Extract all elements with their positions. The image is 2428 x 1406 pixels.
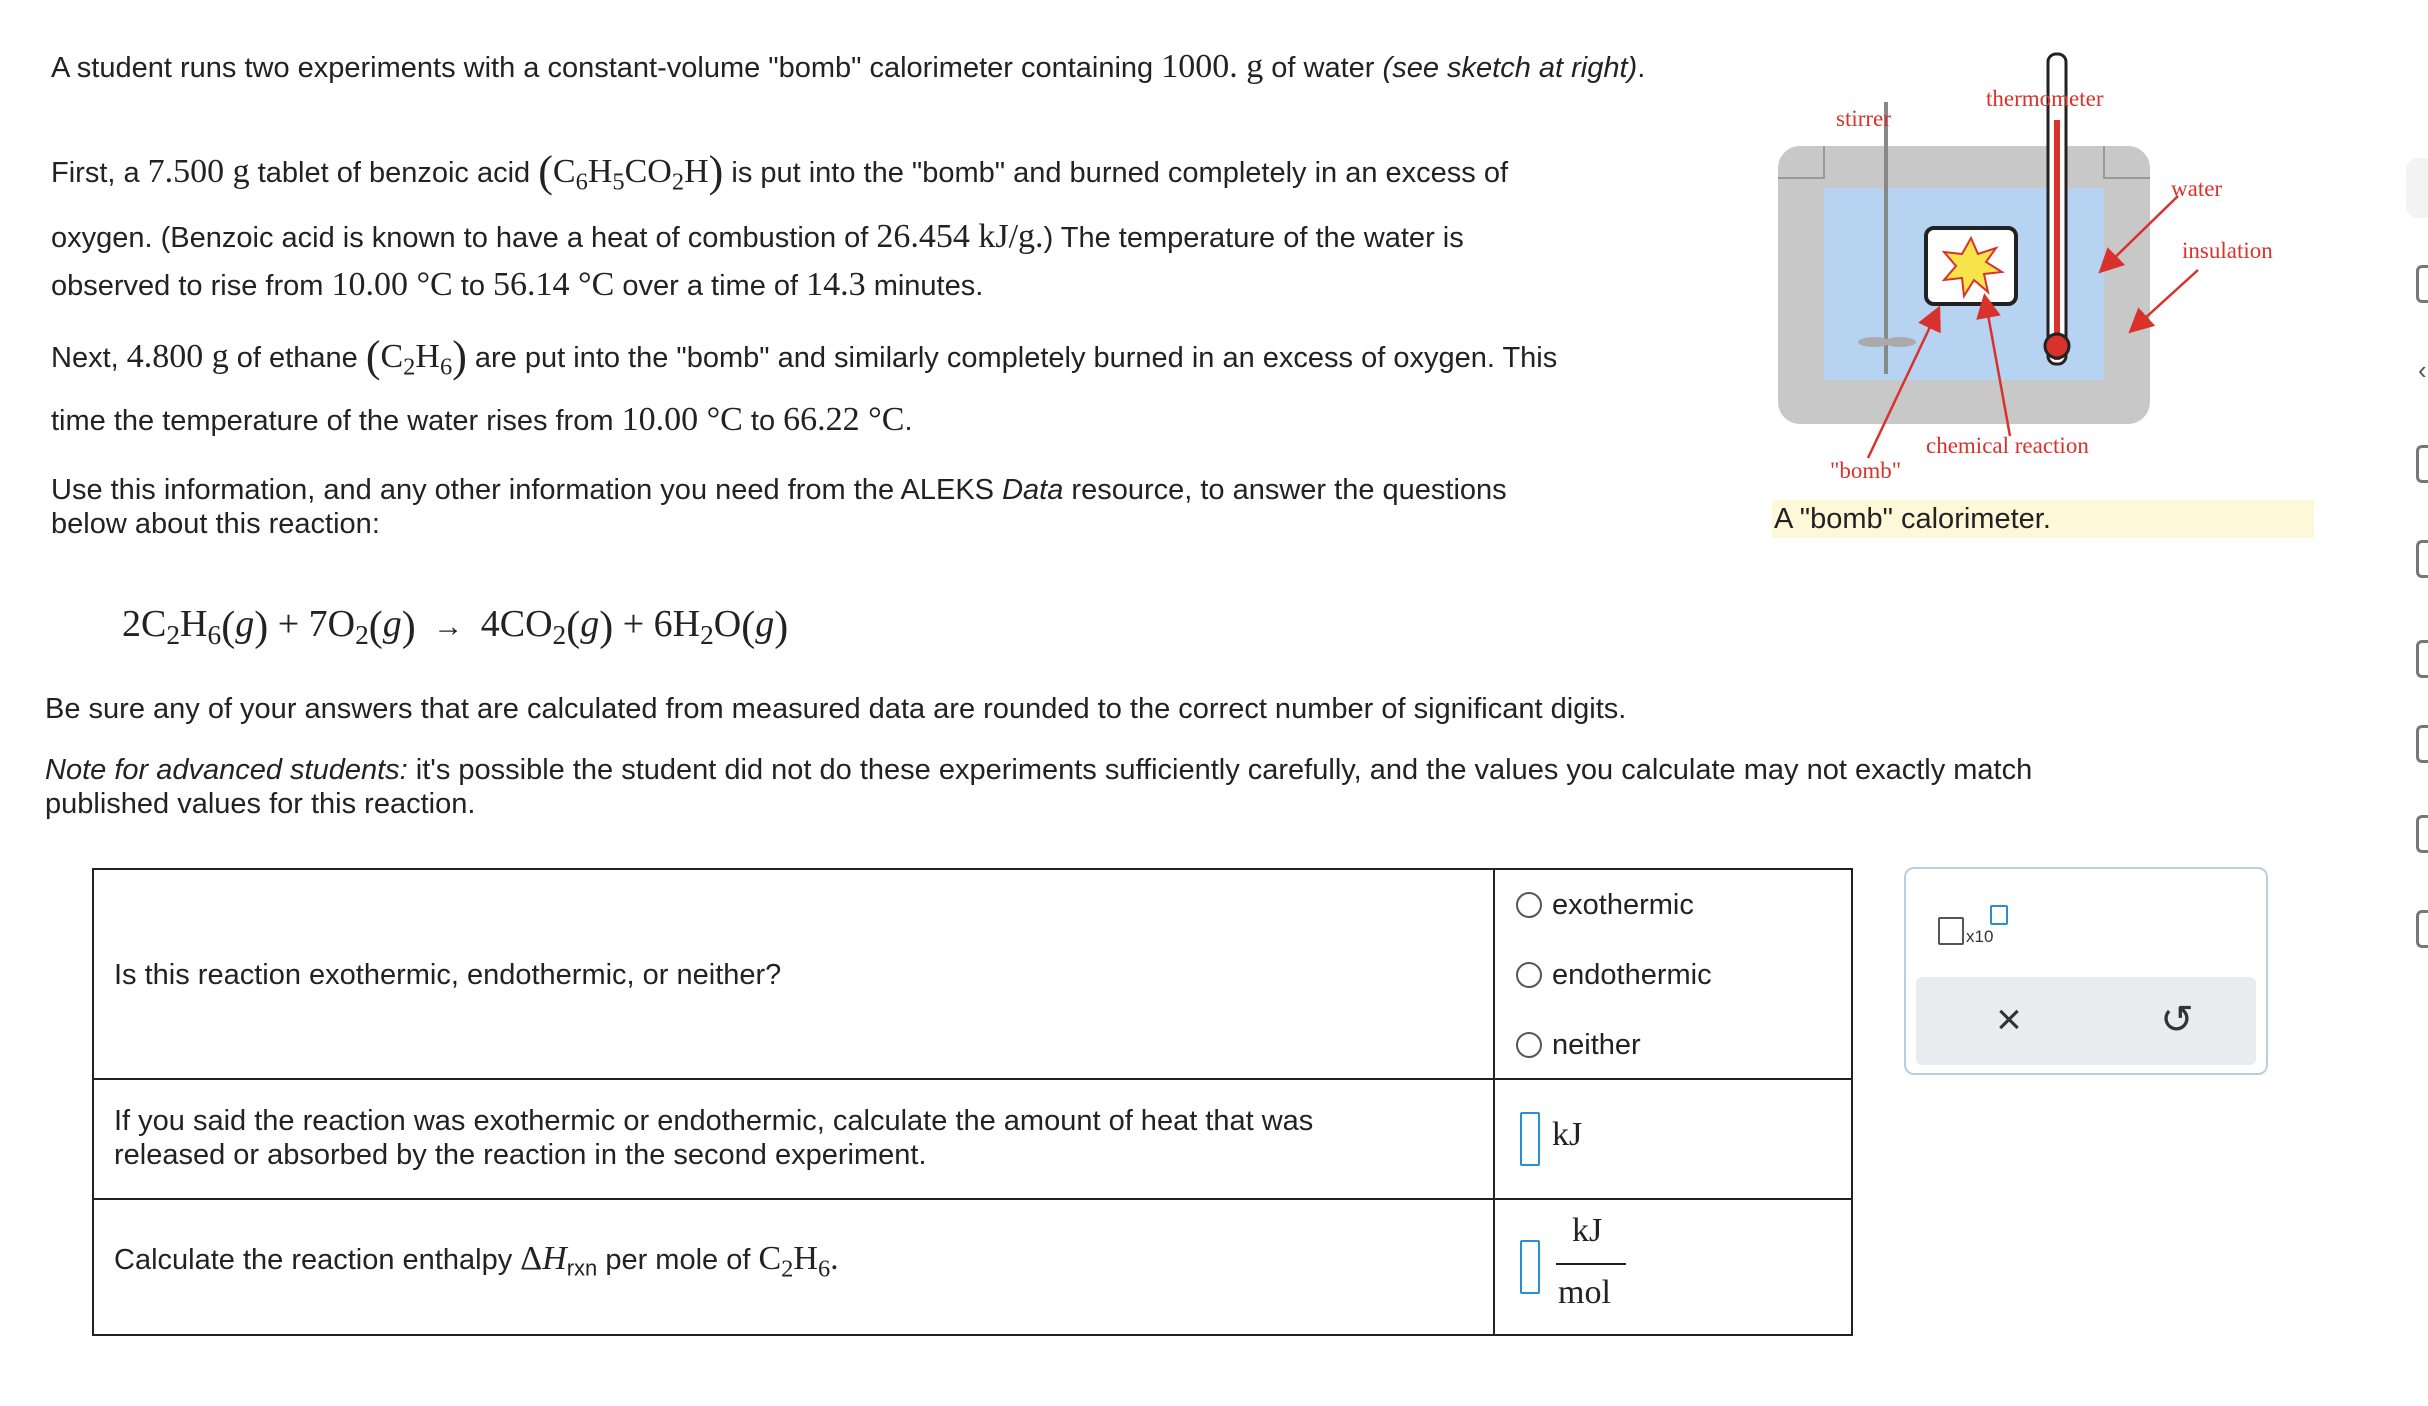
ethane-formula: $(C_2H_6)$ bbox=[365, 332, 467, 381]
question-heat-released: If you said the reaction was exothermic or endothermic, calculate the amount of heat that was released or absorbed by the reaction in the second experiment. bbox=[114, 1105, 1314, 1171]
radio-endothermic[interactable] bbox=[1516, 962, 1542, 988]
row-divider bbox=[94, 1078, 1851, 1080]
intro-paragraph-2-line-2: oxygen. (Benzoic acid is known to have a heat of combustion of 26.454 kJ/g.) The temperature of the water is bbox=[51, 218, 1464, 255]
intro-paragraph-3-line-2: time the temperature of the water rises from 10.00 °C to 66.22 °C. bbox=[51, 401, 913, 438]
row-divider bbox=[94, 1198, 1851, 1200]
x10-button[interactable] bbox=[1934, 905, 2004, 951]
question-table bbox=[92, 868, 1853, 1336]
side-tab-7[interactable] bbox=[2416, 910, 2428, 948]
side-tab-2[interactable] bbox=[2416, 445, 2428, 483]
calorimeter-diagram bbox=[1760, 40, 2320, 483]
advanced-students-note: Note for advanced students: it's possible the student did not do these experiments sufficiently carefully, and the values you calculate may not exactly match published values for this reaction. bbox=[45, 754, 2033, 820]
thermometer-label: thermometer bbox=[1986, 86, 2104, 111]
enthalpy-unit-numerator: kJ bbox=[1572, 1212, 1603, 1249]
ethane-formula-small: $C_2H_6$. bbox=[758, 1240, 839, 1283]
side-tab-4[interactable] bbox=[2416, 640, 2428, 678]
option-endothermic[interactable]: endothermic bbox=[1516, 958, 1712, 992]
right-sidebar-tabs bbox=[2400, 0, 2428, 1406]
undo-button[interactable] bbox=[2144, 989, 2210, 1051]
clear-icon: × bbox=[1996, 995, 2022, 1044]
option-neither[interactable]: neither bbox=[1516, 1028, 1641, 1062]
sidebar-edge-highlight bbox=[2406, 158, 2428, 218]
reaction-equation: $2C_2H_6(g) + 7O_2(g) \to 4CO_2(g) + 6H_2O(g)$ bbox=[122, 603, 789, 651]
stirrer-label: stirrer bbox=[1836, 106, 1891, 131]
enthalpy-unit-denominator: mol bbox=[1558, 1274, 1611, 1311]
radio-exothermic[interactable] bbox=[1516, 892, 1542, 918]
reaction-arrow-icon: → bbox=[433, 610, 464, 643]
side-tab-5[interactable] bbox=[2416, 725, 2428, 763]
clear-button[interactable] bbox=[1976, 989, 2042, 1051]
stirrer-shape bbox=[1884, 102, 1888, 374]
side-tab-1[interactable] bbox=[2416, 265, 2428, 303]
exponent-box-icon bbox=[1990, 905, 2008, 925]
radio-neither[interactable] bbox=[1516, 1032, 1542, 1058]
delta-h-rxn-symbol: $\Delta H_{rxn}$ bbox=[520, 1240, 598, 1281]
math-toolbox bbox=[1904, 867, 2268, 1075]
question-exo-endo: Is this reaction exothermic, endothermic, or neither? bbox=[114, 959, 782, 991]
intro-paragraph-3-line-1: Next, 4.800 g of ethane $(C_2H_6)$ are put into the "bomb" and similarly completely burned in an excess of oxygen. This bbox=[51, 332, 1558, 381]
enthalpy-answer-input[interactable] bbox=[1520, 1240, 1540, 1294]
side-tab-6[interactable] bbox=[2416, 815, 2428, 853]
intro-paragraph-1: A student runs two experiments with a constant-volume "bomb" calorimeter containing 1000. g of water (see sketch at right). bbox=[51, 48, 1646, 85]
heat-unit-label: kJ bbox=[1552, 1116, 1583, 1153]
insulation-label: insulation bbox=[2182, 238, 2273, 263]
bomb-label: "bomb" bbox=[1830, 458, 1902, 483]
x10-label: x10 bbox=[1966, 927, 1994, 946]
undo-icon: ↺ bbox=[2160, 998, 2194, 1042]
mantissa-box-icon bbox=[1938, 917, 1964, 945]
chemical-reaction-label: chemical reaction bbox=[1926, 433, 2089, 458]
diagram-caption: A "bomb" calorimeter. bbox=[1772, 500, 2314, 538]
heat-answer-input[interactable] bbox=[1520, 1112, 1540, 1166]
benzoic-acid-formula: $(C_6H_5CO_2H)$ bbox=[538, 147, 724, 196]
water-label: water bbox=[2171, 176, 2223, 201]
column-divider bbox=[1493, 870, 1495, 1334]
intro-paragraph-2-line-1: First, a 7.500 g tablet of benzoic acid $(C_6H_5CO_2H)$ is put into the "bomb" and burned completely in an excess of bbox=[51, 147, 1509, 196]
fraction-bar bbox=[1556, 1263, 1626, 1265]
intro-paragraph-4: Use this information, and any other information you need from the ALEKS Data resource, to answer the questions below about this reaction: bbox=[51, 474, 1507, 540]
intro-paragraph-2-line-3: observed to rise from 10.00 °C to 56.14 °C over a time of 14.3 minutes. bbox=[51, 266, 984, 303]
option-exothermic[interactable]: exothermic bbox=[1516, 888, 1694, 922]
toolbox-actions bbox=[1916, 977, 2256, 1065]
sig-figs-note: Be sure any of your answers that are calculated from measured data are rounded to the correct number of significant digits. bbox=[45, 693, 1627, 725]
side-tab-arrow-icon[interactable]: ‹ bbox=[2418, 355, 2427, 385]
question-reaction-enthalpy: Calculate the reaction enthalpy $\Delta H_{rxn}$ per mole of $C_2H_6$. bbox=[114, 1240, 839, 1283]
side-tab-3[interactable] bbox=[2416, 540, 2428, 578]
